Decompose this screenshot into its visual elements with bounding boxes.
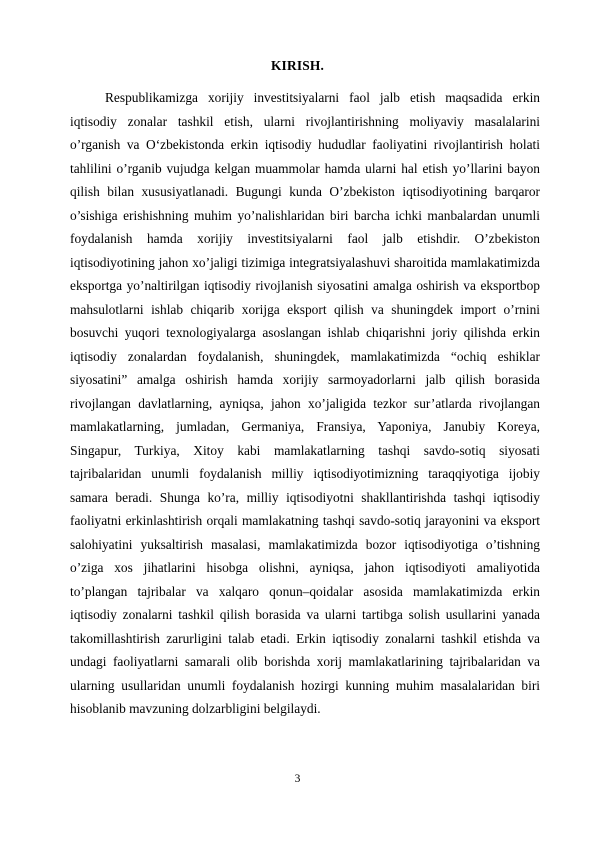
body-paragraph: Respublikamizga xorijiy investitsiyalarni faol jalb etish maqsadida erkin iqtisodiy zonalar tashkil etish, ularni rivojlantirishning moliyaviy masalalarini o’rganish va O‘zbekistonda erkin iqtisodiy hududlar faoliyatini rivojlantirish holati tahlilini o’rganib vujudga kelgan muammolar hamda ularni hal etish yo’llarini bayon qilish bilan xususiyatlanadi. Bugungi kunda O’zbekiston iqtisodiyotining barqaror o’sishiga erishishning muhim yo’nalishlaridan biri barcha ichki manbalardan unumli foydalanish hamda xorijiy investitsiyalarni faol jalb etishdir. O’zbekiston iqtisodiyotining jahon xo’jaligi tizimiga integratsiyalashuvi sharoitida mamlakatimizda eksportga yo’naltirilgan iqtisodiy rivojlanish siyosatini amalga oshirish va eksportbop mahsulotlarni ishlab chiqarib xorijga eksport qilish va shuningdek import o’rnini bosuvchi yuqori texnologiyalarga asoslangan ishlab chiqarishni joriy qilishda erkin iqtisodiy zonalardan foydalanish, shuningdek, mamlakatimizda “ochiq eshiklar siyosatini” amalga oshirish hamda xorijiy sarmoyadorlarni jalb qilish borasida rivojlangan davlatlarning, ayniqsa, jahon xo’jaligida tezkor sur’atlarda rivojlangan mamlakatlarning, jumladan, Germaniya, Fransiya, Yaponiya, Janubiy Koreya, Singapur, Turkiya, Xitoy kabi mamlakatlarning tashqi savdo-sotiq siyosati tajribalaridan unumli foydalanish milliy iqtisodiyotimizning taraqqiyotiga ijobiy samara beradi. Shunga ko’ra, milliy iqtisodiyotni shakllantirishda tashqi iqtisodiy faoliyatni erkinlashtirish orqali mamlakatning tashqi savdo-sotiq jarayonini va eksport salohiyatini yuksaltirish masalasi, mamlakatimizda bozor iqtisodiyotiga o’tishning o’ziga xos jihatlarini hisobga olishni, ayniqsa, jahon iqtisodiyoti amaliyotida to’plangan tajribalar va xalqaro qonun–qoidalar asosida mamlakatimizda erkin iqtisodiy zonalarni tashkil qilish borasida va ularni tartibga solish usullarini yanada takomillashtirish zarurligini talab etadi. Erkin iqtisodiy zonalarni tashkil etishda va undagi faoliyatlarni samarali olib borishda xorij mamlakatlarining tajribalaridan va ularning usullaridan unumli foydalanish hozirgi kunning muhim masalalaridan biri hisoblanib mavzuning dolzarbligini belgilaydi. — [70, 90, 540, 716]
section-title: KIRISH. — [270, 58, 325, 73]
page-number: 3 — [294, 773, 301, 785]
